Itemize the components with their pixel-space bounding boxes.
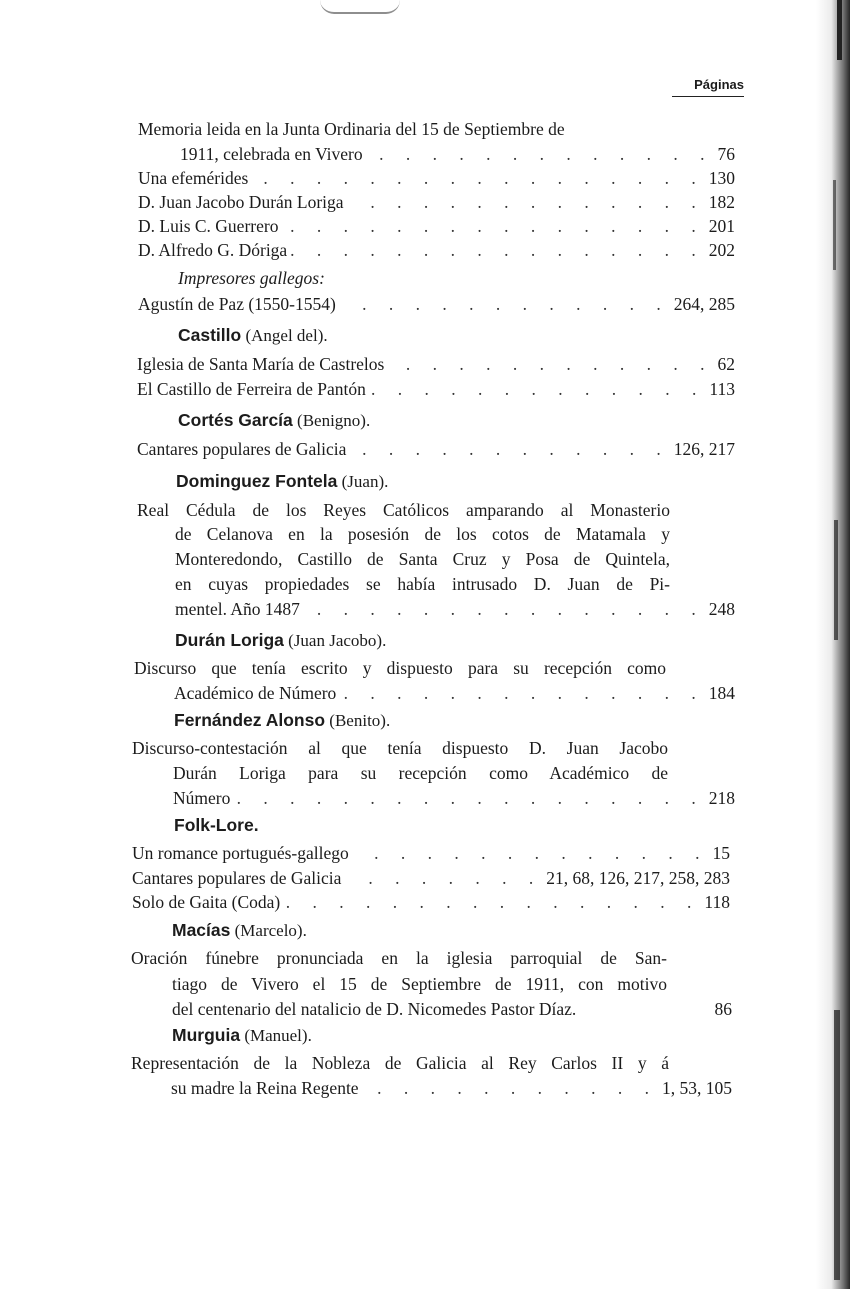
leader-dots — [252, 167, 704, 189]
entry-text: tiago de Vivero el 15 de Septiembre de 1911, con motivo — [172, 974, 667, 994]
author-heading — [175, 629, 386, 652]
leader-dots — [284, 891, 700, 913]
entry-castrelos — [137, 353, 735, 375]
entry-representacion-l1 — [131, 1051, 669, 1076]
entry-contestacion-last — [173, 787, 735, 809]
page-number: 126, 217 — [673, 439, 735, 459]
page-number: 113 — [709, 379, 735, 399]
entry-ferreira — [137, 378, 735, 400]
leader-dots — [340, 293, 670, 315]
author-name: Cortés García — [178, 410, 293, 430]
page-number: 202 — [708, 240, 735, 260]
entry-representacion-last — [171, 1077, 732, 1099]
author-heading — [174, 814, 259, 837]
entry-text: del centenario del natalicio de D. Nicomedes Pastor Díaz. — [172, 999, 577, 1019]
page-number: 62 — [717, 354, 735, 374]
page-number: 76 — [717, 144, 735, 164]
entry-text: D. Alfredo G. Dóriga — [138, 240, 288, 260]
author-given: (Angel del). — [245, 326, 328, 345]
entry-text: Solo de Gaita (Coda) — [132, 892, 281, 912]
edge-scan-mark — [834, 520, 838, 640]
top-scan-mark — [320, 0, 400, 14]
page-number: 248 — [708, 599, 735, 619]
entry-oracion-last — [172, 998, 732, 1020]
page-number: 182 — [708, 192, 735, 212]
leader-dots — [282, 215, 704, 237]
author-given: (Manuel). — [244, 1026, 312, 1045]
entry-duran — [138, 191, 735, 213]
author-heading — [176, 470, 388, 493]
leader-dots — [304, 598, 705, 620]
author-name: Dominguez Fontela — [176, 471, 338, 491]
entry-real-cedula-l3 — [175, 547, 670, 572]
entry-cantares-folklore — [132, 867, 730, 889]
entry-text: de Celanova en la posesión de los cotos de Matamala y — [175, 524, 670, 544]
entry-text: Académico de Número — [174, 683, 337, 703]
entry-text: Cantares populares de Galicia — [132, 868, 342, 888]
page-number: 21, 68, 126, 217, 258, 283 — [546, 868, 730, 888]
entry-oracion-l1 — [131, 946, 667, 971]
author-name: Murguia — [172, 1025, 241, 1045]
entry-text: Discurso que tenía escrito y dispuesto para su recepción como — [134, 658, 666, 678]
page-number: 264, 285 — [673, 294, 735, 314]
page-number: 15 — [712, 843, 730, 863]
entry-text: 1911, celebrada en Vivero — [180, 144, 363, 164]
entry-real-cedula-last — [175, 598, 735, 620]
entry-text: Un romance portugués-gallego — [132, 843, 349, 863]
entry-solo-gaita — [132, 891, 730, 913]
entry-text: D. Luis C. Guerrero — [138, 216, 279, 236]
entry-text: Agustín de Paz (1550-1554) — [138, 294, 336, 314]
page-number: 118 — [704, 892, 730, 912]
author-name: Fernández Alonso — [174, 710, 326, 730]
entry-efemerides — [138, 167, 735, 189]
entry-text: Iglesia de Santa María de Castrelos — [137, 354, 385, 374]
entry-text: Monteredondo, Castillo de Santa Cruz y Posa de Quintela, — [175, 549, 670, 569]
entry-text: Número — [173, 788, 231, 808]
entry-memoria-line1 — [138, 118, 672, 140]
entry-text: Una efemérides — [138, 168, 249, 188]
entry-discurso-l1 — [134, 656, 666, 681]
entry-text: Oración fúnebre pronunciada en la iglesia parroquial de San- — [131, 948, 667, 968]
entry-text: Discurso-contestación al que tenía dispuesto D. Juan Jacobo — [132, 738, 668, 758]
entry-real-cedula-l2 — [175, 522, 670, 547]
entry-romance — [132, 842, 730, 864]
entry-oracion-l2 — [172, 972, 667, 997]
leader-dots — [234, 787, 704, 809]
entry-text: en cuyas propiedades se había intrusado D. Juan de Pi- — [175, 574, 670, 594]
page-number: 130 — [708, 168, 735, 188]
author-name: Macías — [172, 920, 231, 940]
leader-dots — [353, 842, 709, 864]
entry-text: D. Juan Jacobo Durán Loriga — [138, 192, 344, 212]
entry-real-cedula-l4 — [175, 572, 670, 597]
entry-agustin — [138, 293, 735, 315]
edge-scan-mark — [837, 0, 842, 60]
leader-dots — [291, 239, 705, 261]
section-name: Folk-Lore. — [174, 815, 259, 835]
author-heading — [174, 709, 390, 732]
subheading-impresores: Impresores gallegos: — [178, 268, 325, 288]
author-name: Castillo — [178, 325, 242, 345]
entry-text: Memoria leida en la Junta Ordinaria del 15 de Septiembre de — [138, 119, 565, 139]
leader-dots — [367, 143, 714, 165]
page-number: 86 — [714, 999, 732, 1019]
author-given: (Juan). — [341, 472, 389, 491]
entry-text: Real Cédula de los Reyes Católicos amparando al Monasterio — [137, 500, 670, 520]
leader-dots — [388, 353, 713, 375]
edge-scan-mark — [833, 180, 836, 270]
entry-memoria-line2 — [180, 143, 735, 165]
paginas-header: Páginas — [672, 77, 744, 97]
entry-real-cedula-l1 — [137, 498, 670, 523]
author-given: (Benito). — [329, 711, 391, 730]
author-heading — [172, 919, 307, 942]
entry-text: mentel. Año 1487 — [175, 599, 300, 619]
entry-text: Cantares populares de Galicia — [137, 439, 347, 459]
leader-dots — [363, 1077, 658, 1099]
entry-text: Representación de la Nobleza de Galicia al Rey Carlos II y á — [131, 1053, 669, 1073]
leader-dots — [340, 682, 704, 704]
entry-doriga — [138, 239, 735, 261]
entry-discurso-last — [174, 682, 735, 704]
entry-text: su madre la Reina Regente — [171, 1078, 359, 1098]
author-heading — [178, 324, 328, 347]
author-heading — [178, 409, 370, 432]
author-heading — [172, 1024, 312, 1047]
author-given: (Benigno). — [297, 411, 371, 430]
entry-text: El Castillo de Ferreira de Pantón — [137, 379, 366, 399]
leader-dots — [348, 191, 705, 213]
leader-dots — [345, 867, 542, 889]
entry-cantares — [137, 438, 735, 460]
author-given: (Marcelo). — [234, 921, 307, 940]
leader-dots — [350, 438, 669, 460]
edge-scan-mark — [834, 1010, 840, 1280]
leader-dots — [370, 378, 705, 400]
author-given: (Juan Jacobo). — [288, 631, 387, 650]
entry-contestacion-l1 — [132, 736, 668, 761]
page-number: 218 — [708, 788, 735, 808]
entry-contestacion-l2 — [173, 761, 668, 786]
entry-text: Durán Loriga para su recepción como Académico de — [173, 763, 668, 783]
author-name: Durán Loriga — [175, 630, 284, 650]
page-number: 201 — [708, 216, 735, 236]
page-number: 184 — [708, 683, 735, 703]
page-number: 1, 53, 105 — [662, 1078, 732, 1098]
entry-guerrero — [138, 215, 735, 237]
